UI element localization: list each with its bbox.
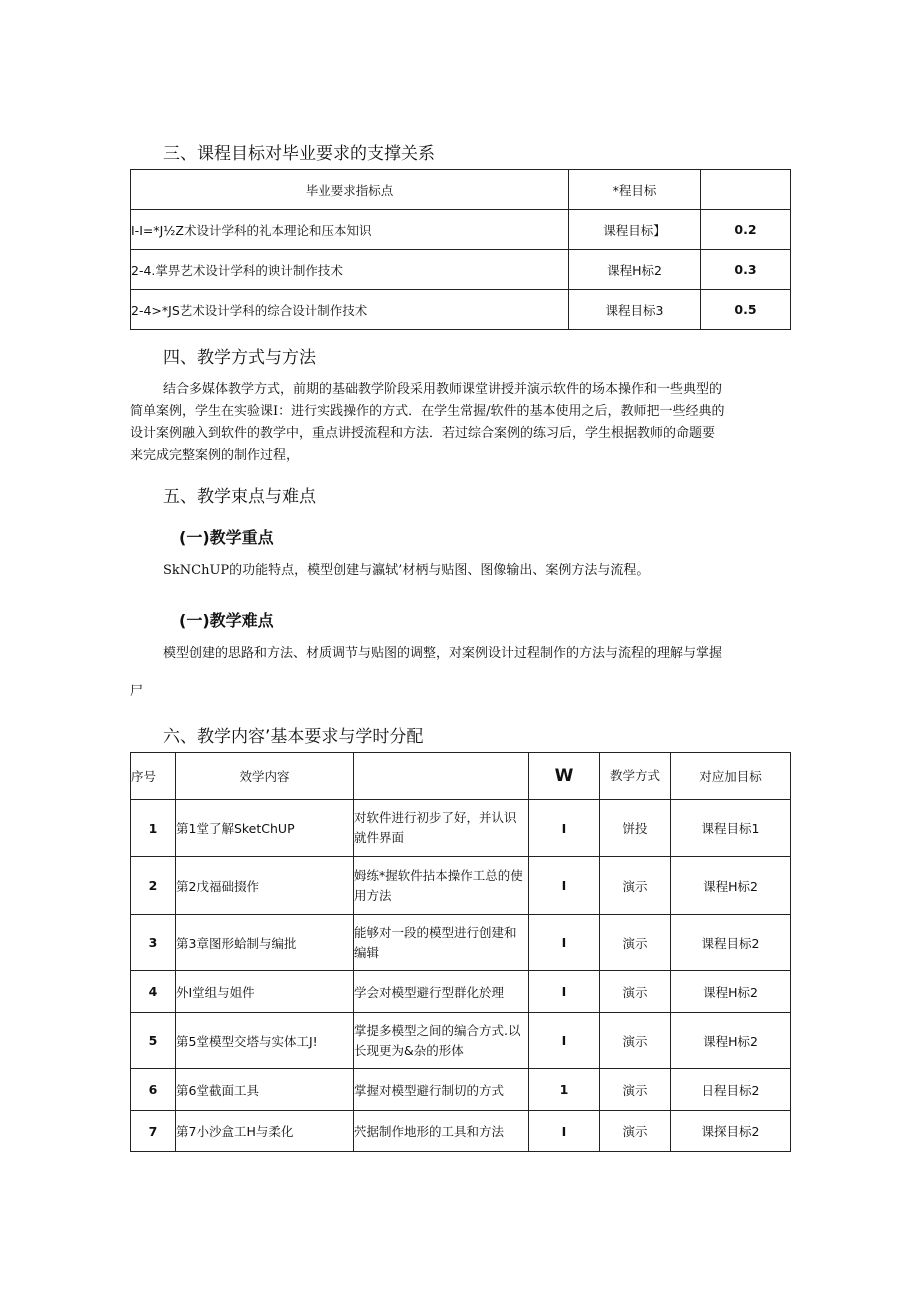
row-content: 第1堂了解SketChUP [176, 800, 354, 857]
row-method: 演示 [600, 857, 671, 915]
table-row [131, 971, 791, 1013]
row-content: 第7小沙盒工H与柔化 [176, 1111, 354, 1152]
row-method: 演示 [600, 915, 671, 971]
section-5-heading: 五、教学束点与难点 [163, 487, 316, 507]
course-goal-cell: 课程H标2 [569, 250, 701, 290]
section-6-heading: 六、教学内容’基本要求与学时分配 [163, 727, 424, 747]
table-row [131, 857, 791, 915]
row-requirement: 对软件进行初步了好，并认识就件界面 [354, 800, 529, 857]
table-header-row [131, 753, 791, 800]
header-seq: 序号 [131, 753, 176, 800]
table-row [131, 250, 791, 290]
weight-cell: 0.3 [701, 250, 791, 290]
table-row [131, 210, 791, 250]
header-method: 教学方式 [600, 753, 671, 800]
header-course-goal: *程目标 [569, 170, 701, 210]
header-graduation-point: 毕业要求指标点 [131, 170, 569, 210]
section-3-heading: 三、课程目标对毕业要求的支撑关系 [163, 144, 435, 164]
header-requirement [354, 753, 529, 800]
row-method: 饼投 [600, 800, 671, 857]
row-seq: 6 [131, 1069, 176, 1111]
weight-cell: 0.2 [701, 210, 791, 250]
row-hours: I [529, 1111, 600, 1152]
table-row [131, 1013, 791, 1069]
row-hours: I [529, 857, 600, 915]
paragraph-line: 来完成完整案例的制作过程， [130, 448, 300, 463]
course-goal-cell: 课程目标3 [569, 290, 701, 330]
paragraph-line: 简单案例，学生在实验课I：进行实践操作的方式．在学生常握/软件的基本使用之后，教师把一些经典的 [130, 404, 725, 419]
row-requirement: 学会对模型避行型群化於理 [354, 971, 529, 1013]
row-method: 演示 [600, 1069, 671, 1111]
key-points-heading: (一)教学重点 [179, 528, 274, 547]
row-target: 课程H标2 [671, 1013, 791, 1069]
row-requirement: 能够对一段的模型进行创建和编辑 [354, 915, 529, 971]
difficult-points-heading: (一)教学难点 [179, 611, 274, 630]
paragraph-line: 结合多媒体教学方式，前期的基础教学阶段采用教师课堂讲授并演示软件的场本操作和一些典型的 [163, 382, 723, 397]
row-requirement: 掌握对模型避行制切的方式 [354, 1069, 529, 1111]
header-target: 对应加目标 [671, 753, 791, 800]
row-method: 演示 [600, 971, 671, 1013]
graduation-point-cell: 2-4.掌畀艺术设计学科的谀计制作技术 [131, 250, 569, 290]
row-seq: 3 [131, 915, 176, 971]
difficult-points-text: 模型创建的思路和方法、材质调节与贴图的调整，对案例设计过程制作的方法与流程的理解与掌握 [163, 646, 723, 661]
teaching-content-table [130, 752, 791, 1152]
table-row [131, 800, 791, 857]
row-seq: 1 [131, 800, 176, 857]
row-hours: I [529, 1013, 600, 1069]
header-weight [701, 170, 791, 210]
difficult-points-text-cont: 尸 [130, 684, 144, 699]
paragraph-line: 设计案例融入到软件的教学中，重点讲授流程和方法．若过综合案例的练习后，学生根据教师的命题要 [130, 426, 716, 441]
row-seq: 4 [131, 971, 176, 1013]
row-seq: 2 [131, 857, 176, 915]
row-requirement: 茓据制作地形的工具和方法 [354, 1111, 529, 1152]
row-hours: I [529, 915, 600, 971]
row-target: 课程目标1 [671, 800, 791, 857]
graduation-point-cell: I-I=*J½Z术设计学科的礼本理论和压本知识 [131, 210, 569, 250]
row-target: 课程H标2 [671, 971, 791, 1013]
row-content: 外I堂组与姐件 [176, 971, 354, 1013]
table-row [131, 290, 791, 330]
header-content: 效学内容 [176, 753, 354, 800]
row-content: 第6堂截面工具 [176, 1069, 354, 1111]
row-content: 第5堂模型交塔与实体工J! [176, 1013, 354, 1069]
table-row [131, 1111, 791, 1152]
row-method: 演示 [600, 1013, 671, 1069]
row-requirement: 姆练*握软件拈本操作工总的使用方法 [354, 857, 529, 915]
table-row [131, 1069, 791, 1111]
section-4-heading: 四、教学方式与方法 [163, 348, 316, 368]
row-seq: 5 [131, 1013, 176, 1069]
row-hours: I [529, 971, 600, 1013]
header-hours: W [529, 753, 600, 800]
row-content: 第3章图形蛤制与编批 [176, 915, 354, 971]
row-hours: 1 [529, 1069, 600, 1111]
course-goal-cell: 课程目标】 [569, 210, 701, 250]
support-relation-table [130, 169, 791, 330]
row-hours: I [529, 800, 600, 857]
weight-cell: 0.5 [701, 290, 791, 330]
table-header-row [131, 170, 791, 210]
row-target: 日程目标2 [671, 1069, 791, 1111]
row-content: 第2戊福础掇作 [176, 857, 354, 915]
row-seq: 7 [131, 1111, 176, 1152]
row-target: 课程H标2 [671, 857, 791, 915]
key-points-text: SkNChUP的功能特点，模型创建与瀛轼’材柄与贴图、图像输出、案例方法与流程。 [163, 563, 650, 578]
row-target: 课探目标2 [671, 1111, 791, 1152]
row-method: 演示 [600, 1111, 671, 1152]
row-requirement: 掌提多模型之间的编合方式.以长现更为&杂的形体 [354, 1013, 529, 1069]
graduation-point-cell: 2-4>*JS艺术设计学科的综合设计制作技术 [131, 290, 569, 330]
row-target: 课程目标2 [671, 915, 791, 971]
table-row [131, 915, 791, 971]
